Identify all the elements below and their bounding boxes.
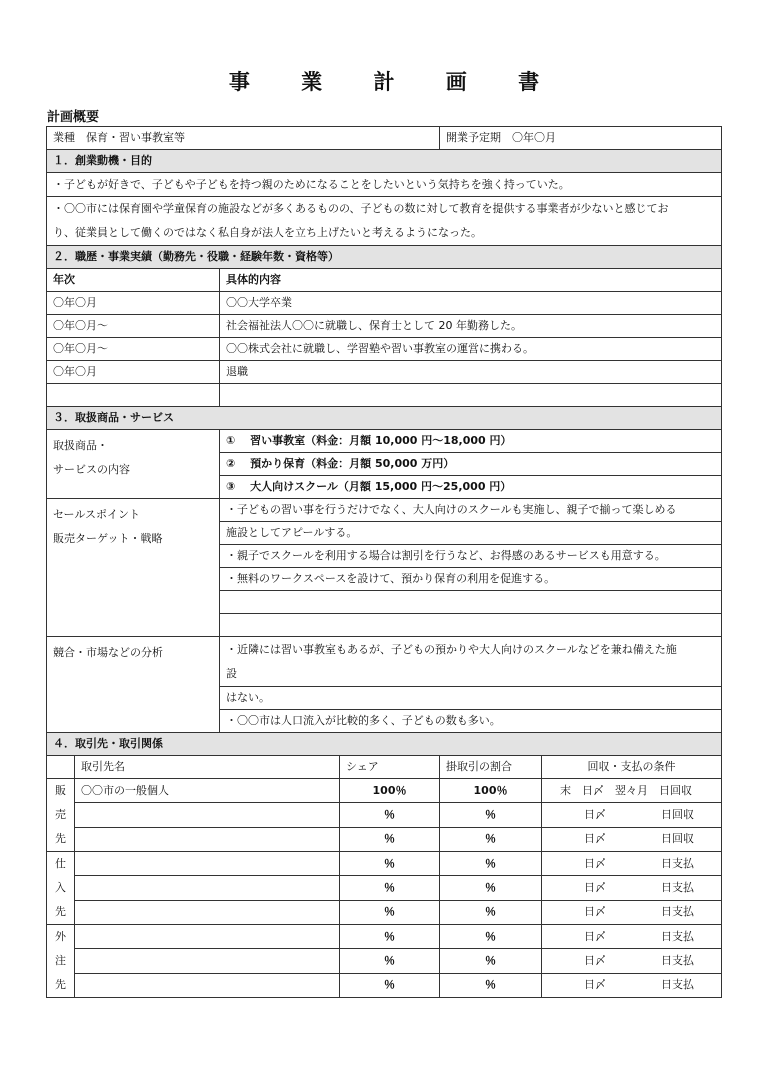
- sales-line[interactable]: [220, 591, 722, 614]
- sales-line[interactable]: ・親子でスクールを利用する場合は割引を行うなど、お得感のあるサービスも用意する。: [220, 545, 722, 568]
- sales-line[interactable]: [220, 614, 722, 637]
- market-line1b: 設: [226, 666, 237, 680]
- partner-row: [47, 852, 722, 876]
- partner-row: [47, 876, 722, 900]
- partner-row: [47, 973, 722, 997]
- section4-heading: ４．取引先・取引関係: [47, 733, 722, 756]
- business-type-field[interactable]: 業種 保育・習い事教室等: [47, 127, 440, 150]
- opening-date-field[interactable]: 開業予定期 〇年〇月: [440, 127, 722, 150]
- market-line1a: ・近隣には習い事教室もあるが、子どもの預かりや大人向けのスクールなどを兼ね備えた施: [226, 642, 677, 656]
- partner-terms[interactable]: 末 日〆 翌々月 日回収: [542, 779, 722, 803]
- career-col-detail: 具体的内容: [220, 269, 722, 292]
- partner-rate[interactable]: ％: [440, 803, 542, 827]
- partner-terms[interactable]: 日〆 日支払: [542, 900, 722, 924]
- market-line2[interactable]: はない。: [220, 687, 722, 710]
- partner-name[interactable]: [75, 900, 340, 924]
- section1-line2[interactable]: [47, 197, 722, 246]
- product-item[interactable]: ③ 大人向けスクール（月額 15,000 円～25,000 円）: [220, 476, 722, 499]
- partner-share[interactable]: ％: [340, 900, 440, 924]
- partner-col-share: シェア: [340, 756, 440, 779]
- partner-row: [47, 925, 722, 949]
- partner-rate[interactable]: ％: [440, 925, 542, 949]
- career-detail[interactable]: 〇〇株式会社に就職し、学習塾や習い事教室の運営に携わる。: [220, 338, 722, 361]
- partner-rate[interactable]: ％: [440, 900, 542, 924]
- products-label: [47, 430, 220, 499]
- partner-row: [47, 779, 722, 803]
- sales-line[interactable]: 施設としてアピールする。: [220, 522, 722, 545]
- career-detail[interactable]: 退職: [220, 361, 722, 384]
- overview-label: 計画概要: [47, 110, 100, 125]
- partner-rate[interactable]: ％: [440, 973, 542, 997]
- products-label-line2: サービスの内容: [53, 463, 130, 476]
- partner-row: [47, 900, 722, 924]
- subcontractor-label: 外 注 先: [47, 925, 75, 998]
- career-row: [47, 361, 722, 384]
- market-label: 競合・市場などの分析: [47, 637, 220, 733]
- partner-rate[interactable]: ％: [440, 876, 542, 900]
- header-row: [47, 127, 722, 150]
- group-label-header: [47, 756, 75, 779]
- page-title: 事 業 計 画 書: [228, 70, 562, 94]
- partner-rate[interactable]: ％: [440, 827, 542, 851]
- partner-name[interactable]: [75, 803, 340, 827]
- partner-share[interactable]: ％: [340, 803, 440, 827]
- partner-rate[interactable]: 100％: [440, 779, 542, 803]
- partner-terms[interactable]: 日〆 日支払: [542, 876, 722, 900]
- partner-rate[interactable]: ％: [440, 852, 542, 876]
- section2-heading: ２．職歴・事業実績（勤務先・役職・経験年数・資格等）: [47, 246, 722, 269]
- partner-terms[interactable]: 日〆 日支払: [542, 973, 722, 997]
- partner-share[interactable]: ％: [340, 827, 440, 851]
- partner-terms[interactable]: 日〆 日回収: [542, 803, 722, 827]
- sales-partner-label: 販 売 先: [47, 779, 75, 852]
- business-plan-form: [46, 126, 721, 998]
- partner-share[interactable]: ％: [340, 925, 440, 949]
- partner-name[interactable]: [75, 973, 340, 997]
- sales-label: [47, 499, 220, 637]
- partner-name[interactable]: [75, 827, 340, 851]
- section3-heading: ３．取扱商品・サービス: [47, 407, 722, 430]
- partner-share[interactable]: ％: [340, 876, 440, 900]
- partner-terms[interactable]: 日〆 日支払: [542, 925, 722, 949]
- partner-terms[interactable]: 日〆 日支払: [542, 852, 722, 876]
- partner-terms[interactable]: 日〆 日回収: [542, 827, 722, 851]
- career-year[interactable]: 〇年〇月: [47, 361, 220, 384]
- partner-share[interactable]: ％: [340, 973, 440, 997]
- career-row: [47, 315, 722, 338]
- form-table: [46, 126, 722, 998]
- partner-name[interactable]: [75, 949, 340, 973]
- supplier-label: 仕 入 先: [47, 852, 75, 925]
- career-row: [47, 384, 722, 407]
- partner-terms[interactable]: 日〆 日支払: [542, 949, 722, 973]
- sales-label-line2: 販売ターゲット・戦略: [53, 532, 163, 545]
- partner-col-terms: 回収・支払の条件: [542, 756, 722, 779]
- partner-name[interactable]: [75, 876, 340, 900]
- partner-row: [47, 803, 722, 827]
- market-line3[interactable]: ・〇〇市は人口流入が比較的多く、子どもの数も多い。: [220, 710, 722, 733]
- partner-col-rate: 掛取引の割合: [440, 756, 542, 779]
- section1-line2b: り、従業員として働くのではなく私自身が法人を立ち上げたいと考えるようになった。: [53, 226, 482, 239]
- career-year[interactable]: [47, 384, 220, 407]
- career-year[interactable]: 〇年〇月～: [47, 338, 220, 361]
- partner-share[interactable]: ％: [340, 949, 440, 973]
- career-detail[interactable]: 社会福祉法人〇〇に就職し、保育士として 20 年勤務した。: [220, 315, 722, 338]
- partner-share[interactable]: 100％: [340, 779, 440, 803]
- career-row: [47, 292, 722, 315]
- products-label-line1: 取扱商品・: [53, 439, 108, 452]
- product-item[interactable]: ② 預かり保育（料金：月額 50,000 万円）: [220, 453, 722, 476]
- partner-name[interactable]: 〇〇市の一般個人: [75, 779, 340, 803]
- partner-row: [47, 827, 722, 851]
- sales-line[interactable]: ・子どもの習い事を行うだけでなく、大人向けのスクールも実施し、親子で揃って楽しめる: [220, 499, 722, 522]
- career-year[interactable]: 〇年〇月～: [47, 315, 220, 338]
- career-year[interactable]: 〇年〇月: [47, 292, 220, 315]
- section1-line1[interactable]: ・子どもが好きで、子どもや子どもを持つ親のためになることをしたいという気持ちを強く持っていた。: [47, 173, 722, 197]
- sales-label-line1: セールスポイント: [53, 508, 141, 521]
- partner-rate[interactable]: ％: [440, 949, 542, 973]
- sales-line[interactable]: ・無料のワークスペースを設けて、預かり保育の利用を促進する。: [220, 568, 722, 591]
- career-row: [47, 338, 722, 361]
- partner-share[interactable]: ％: [340, 852, 440, 876]
- product-item[interactable]: ① 習い事教室（料金：月額 10,000 円～18,000 円）: [220, 430, 722, 453]
- partner-row: [47, 949, 722, 973]
- market-line1[interactable]: [220, 637, 722, 687]
- career-detail[interactable]: 〇〇大学卒業: [220, 292, 722, 315]
- partner-col-name: 取引先名: [75, 756, 340, 779]
- career-detail[interactable]: [220, 384, 722, 407]
- partner-name[interactable]: [75, 925, 340, 949]
- partner-name[interactable]: [75, 852, 340, 876]
- career-col-year: 年次: [47, 269, 220, 292]
- section1-line2a: ・〇〇市には保育園や学童保育の施設などが多くあるものの、子どもの数に対して教育を提供する事業者が少ないと感じてお: [53, 202, 669, 215]
- section1-heading: １．創業動機・目的: [47, 150, 722, 173]
